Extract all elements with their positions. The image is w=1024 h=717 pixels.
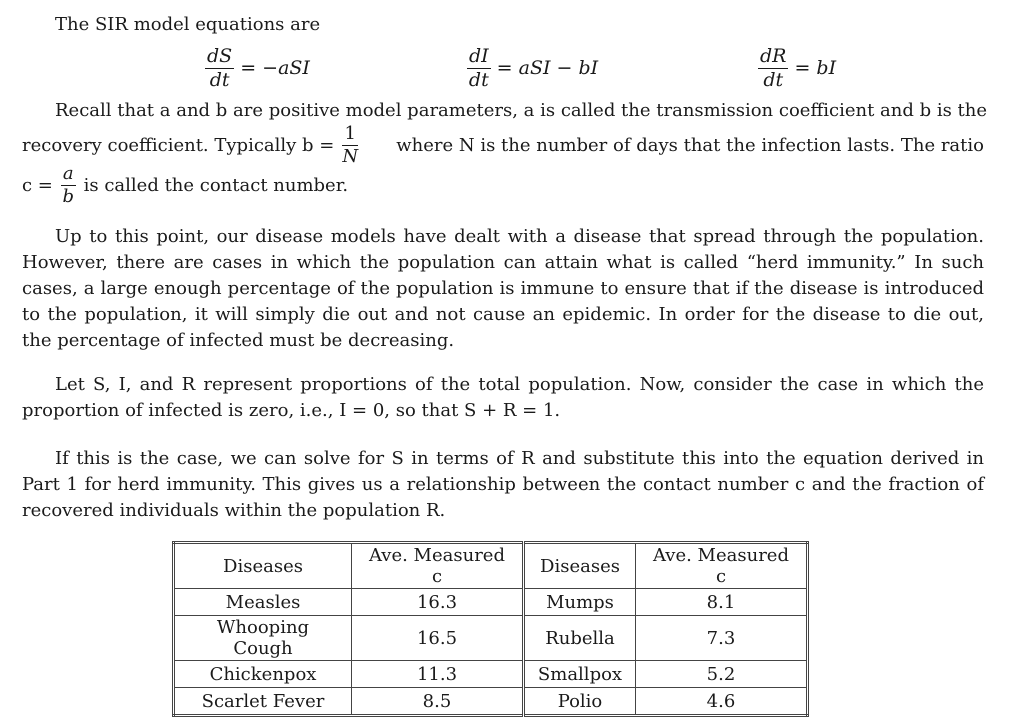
contact-number-table xyxy=(172,541,809,717)
c-fraction-denominator: b xyxy=(62,185,75,207)
table-cell: 16.3 xyxy=(352,589,524,616)
table-cell: 5.2 xyxy=(636,661,808,688)
table-row xyxy=(174,616,808,661)
paragraph-4-text: If this is the case, we can solve for S in terms of R and substitute this into the equation derived in Part 1 for herd immunity. This gives us a relationship between the contact number c and the fraction of recovered individuals within the population R. xyxy=(22,448,984,521)
table-cell: Rubella xyxy=(524,616,636,661)
eq2-rhs: = aSI − bI xyxy=(496,57,599,80)
table-row xyxy=(174,589,808,616)
table-cell: Chickenpox xyxy=(174,661,352,688)
paragraph-substitution xyxy=(22,446,984,524)
recall-line-1: Recall that a and b are positive model parameters, a is called the transmission coefficient and b is the xyxy=(55,100,988,121)
contact-number-post: is called the contact number. xyxy=(83,174,349,196)
c-fraction-numerator: a xyxy=(62,163,74,184)
contact-number-pre: c = xyxy=(22,174,53,196)
eq1-numerator: dS xyxy=(207,45,233,67)
recall-line-2 xyxy=(22,124,984,167)
recall-line-2-pre: recovery coefficient. Typically b = xyxy=(22,134,335,156)
table-cell: Whooping Cough xyxy=(174,616,352,661)
table-cell: 16.5 xyxy=(352,616,524,661)
table-cell: 8.1 xyxy=(636,589,808,616)
header-diseases-2: Diseases xyxy=(524,543,636,589)
eq3-denominator: dt xyxy=(763,68,784,91)
header-diseases-1: Diseases xyxy=(174,543,352,589)
eq3-numerator: dR xyxy=(760,45,787,67)
eq2-numerator: dI xyxy=(469,45,489,67)
table-cell: Measles xyxy=(174,589,352,616)
paragraph-proportions xyxy=(22,372,984,424)
table-cell: Scarlet Fever xyxy=(174,688,352,716)
b-fraction-denominator: N xyxy=(342,145,359,167)
table-cell: Mumps xyxy=(524,589,636,616)
header-measured-c-2: Ave. Measured c xyxy=(636,543,808,589)
recall-line-2-post: where N is the number of days that the infection lasts. The ratio xyxy=(396,134,984,156)
equation-di-dt xyxy=(467,46,598,91)
table-cell: 8.5 xyxy=(352,688,524,716)
table-row xyxy=(174,688,808,716)
header-measured-c-1: Ave. Measured c xyxy=(352,543,524,589)
eq1-denominator: dt xyxy=(209,68,230,91)
table-cell: 7.3 xyxy=(636,616,808,661)
eq1-rhs: = −aSI xyxy=(240,57,310,80)
table-cell: 4.6 xyxy=(636,688,808,716)
paragraph-2-text: Up to this point, our disease models have dealt with a disease that spread through the population. However, there are cases in which the population can attain what is called “herd immunity.” In such cases, a large enough percentage of the population is immune to ensure that if the disease is introduced to the population, it will simply die out and not cause an epidemic. In order for the disease to die out, the percentage of infected must be decreasing. xyxy=(22,226,984,351)
paragraph-herd-immunity xyxy=(22,224,984,354)
eq3-rhs: = bI xyxy=(794,57,837,80)
table-header-row xyxy=(174,543,808,589)
intro-text: The SIR model equations are xyxy=(55,14,321,35)
contact-number-line xyxy=(22,164,348,207)
paragraph-3-text: Let S, I, and R represent proportions of the total population. Now, consider the case in which the proportion of infected is zero, i.e., I = 0, so that S + R = 1. xyxy=(22,374,984,421)
equation-dr-dt xyxy=(758,46,836,91)
table-cell: 11.3 xyxy=(352,661,524,688)
table-cell: Smallpox xyxy=(524,661,636,688)
table-row xyxy=(174,661,808,688)
b-fraction-numerator: 1 xyxy=(342,124,358,146)
eq2-denominator: dt xyxy=(468,68,489,91)
equation-ds-dt xyxy=(205,46,310,91)
table-cell: Polio xyxy=(524,688,636,716)
